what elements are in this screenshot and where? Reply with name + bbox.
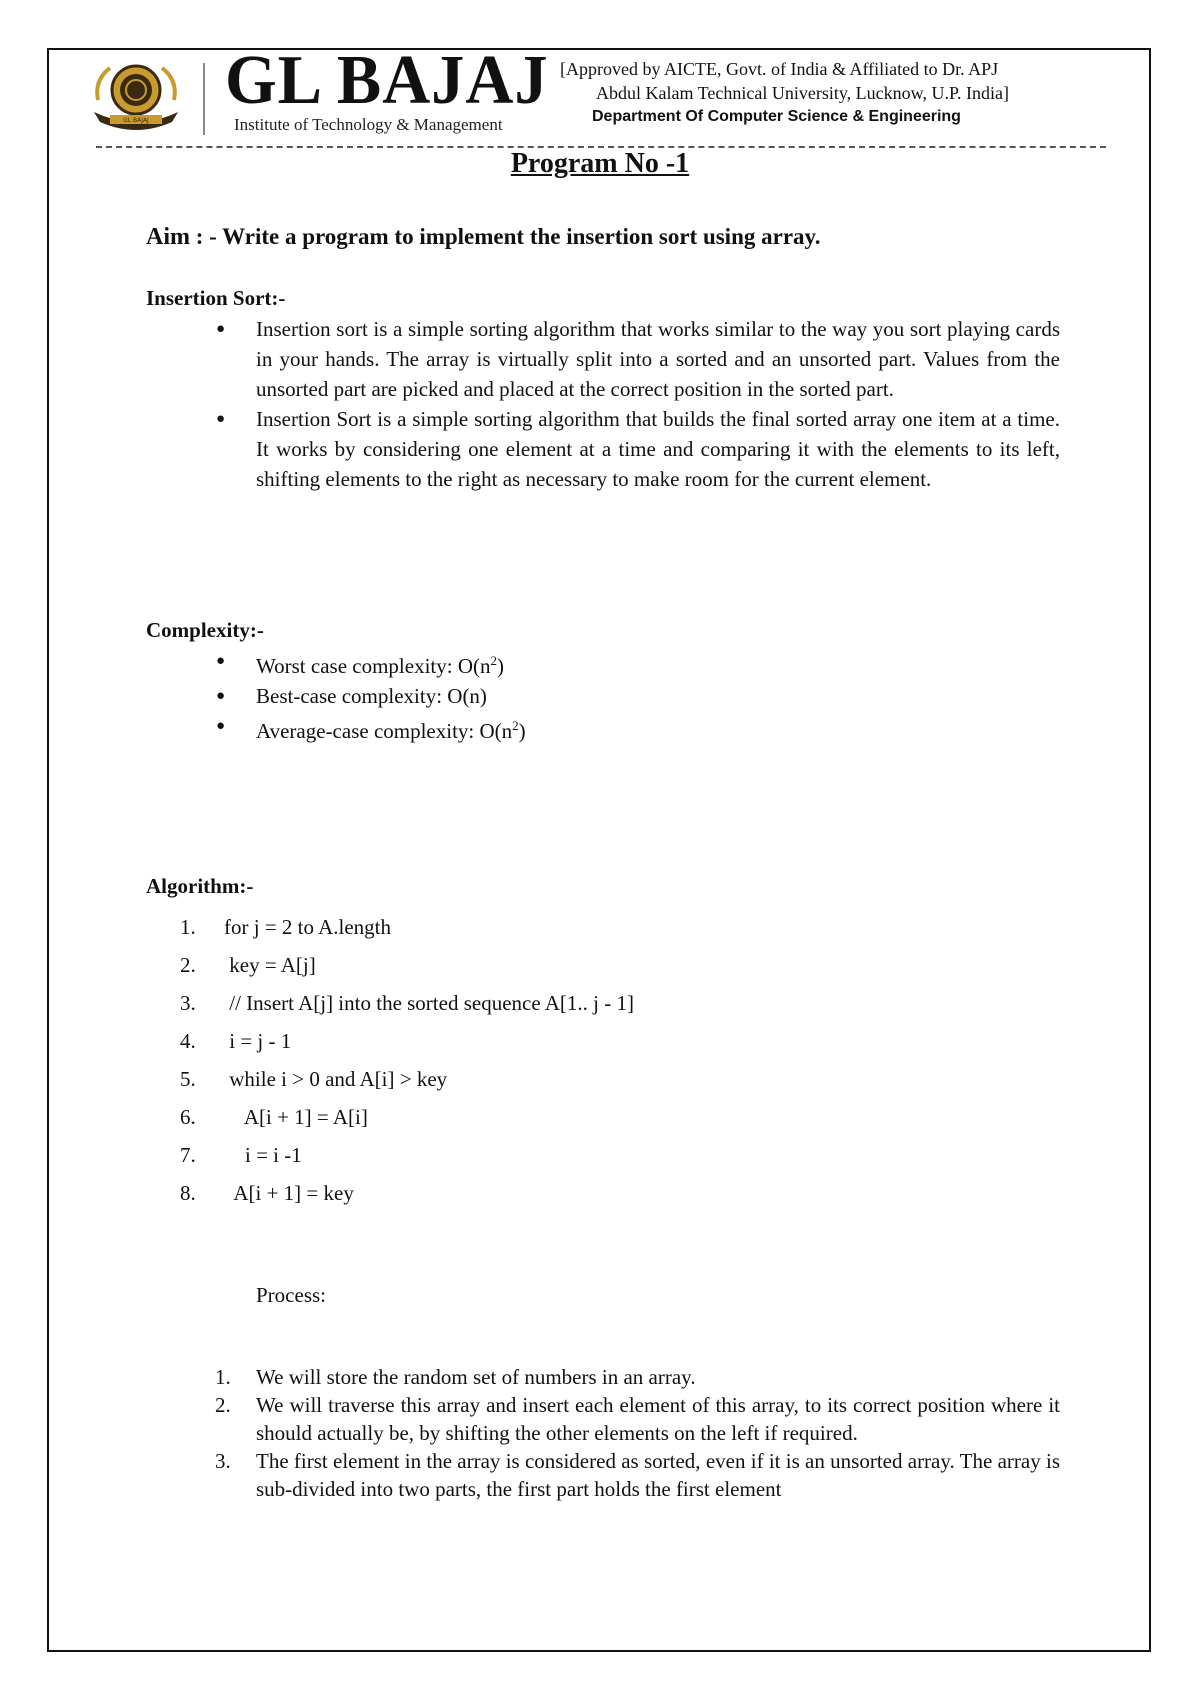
process-steps — [215, 1363, 1060, 1503]
aim-statement — [146, 224, 821, 251]
aim-text: : - Write a program to implement the insertion sort using array. — [195, 224, 821, 249]
algorithm-heading: Algorithm:- — [146, 874, 254, 898]
insertion-sort-heading: Insertion Sort:- — [146, 286, 286, 310]
algorithm-steps — [180, 912, 634, 1216]
algorithm-step: 5. while i > 0 and A[i] > key — [180, 1067, 448, 1091]
algorithm-step: 3. // Insert A[j] into the sorted sequence A[1.. j - 1] — [180, 991, 634, 1015]
approval-line-1: [Approved by AICTE, Govt. of India & Affiliated to Dr. APJ — [560, 59, 999, 79]
list-item: ● Best-case complexity: O(n) — [210, 681, 1060, 711]
list-item: 2. We will traverse this array and insert each element of this array, to its correct position where it should actually be, by shifting the other elements on the left if required. — [215, 1393, 1060, 1445]
complexity-heading: Complexity:- — [146, 618, 264, 642]
complexity-list — [210, 646, 1060, 746]
department-name: Department Of Computer Science & Engineering — [592, 108, 961, 125]
institute-subtitle: Institute of Technology & Management — [234, 115, 503, 134]
algorithm-step: 2. key = A[j] — [180, 953, 316, 977]
page-title: Program No -1 — [510, 148, 690, 179]
list-item: 3. The first element in the array is considered as sorted, even if it is an unsorted array. The array is sub-divided into two parts, the first part holds the first element — [215, 1449, 1060, 1501]
approval-note — [560, 57, 1108, 105]
svg-text:GL BAJAJ: GL BAJAJ — [123, 117, 149, 124]
institute-name: GL BAJAJ — [225, 42, 549, 119]
algorithm-step: 8. A[i + 1] = key — [180, 1181, 354, 1205]
list-item: ● Insertion sort is a simple sorting algorithm that works similar to the way you sort playing cards in your hands. The array is virtually split into a sorted and an unsorted part. Values from the unsorted part are picked and placed at the correct position in the sorted part. — [210, 314, 1060, 404]
insertion-sort-list — [210, 314, 1060, 494]
header-divider — [203, 63, 205, 135]
list-item: ● Insertion Sort is a simple sorting algorithm that builds the final sorted array one item at a time. It works by considering one element at a time and comparing it with the elements to its left, shifting elements to the right as necessary to make room for the current element. — [210, 404, 1060, 494]
algorithm-step: 7. i = i -1 — [180, 1143, 302, 1167]
algorithm-step: 4. i = j - 1 — [180, 1029, 292, 1053]
algorithm-step: 6. A[i + 1] = A[i] — [180, 1105, 368, 1129]
aim-label: Aim — [146, 224, 190, 250]
list-item: ● Worst case complexity: $O(n^2)$ — [210, 646, 1060, 681]
algorithm-step: 1. for j = 2 to A.length — [180, 915, 391, 939]
approval-line-2: Abdul Kalam Technical University, Lucknow, U.P. India] — [596, 83, 1009, 103]
college-emblem-icon — [88, 60, 184, 132]
list-item: 1. We will store the random set of numbers in an array. — [215, 1365, 696, 1389]
list-item: ● Average-case complexity: $O(n^2)$ — [210, 711, 1060, 746]
process-label: Process: — [256, 1283, 326, 1307]
